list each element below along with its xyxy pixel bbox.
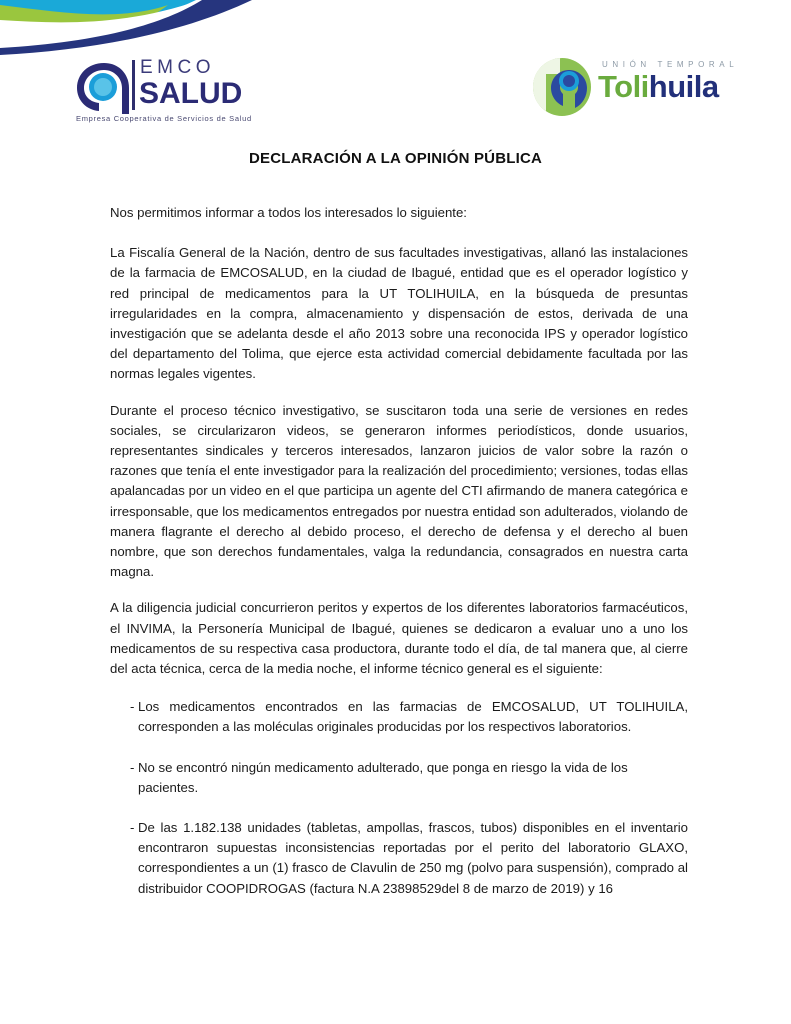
page-title: DECLARACIÓN A LA OPINIÓN PÚBLICA [248, 150, 543, 167]
list-item-text: Los medicamentos encontrados en las farmacias de EMCOSALUD, UT TOLIHUILA, corresponden a las moléculas originales producidas por los respectivos laboratorios. [138, 699, 688, 735]
paragraph-fiscalia: La Fiscalía General de la Nación, dentro de sus facultades investigativas, allanó las instalaciones de la farmacia de EMCOSALUD, en la ciudad de Ibagué, entidad que es el operador logístico y red principal de medicamentos para la UT TOLIHUILA, en la búsqueda de presuntas irregularidades en la compra, almacenamiento y dispensación de estos, derivada de una investigación que se adelanta desde el año 2013 sobre una reconocida IPS y operador logístico del departamento del Tolima, que ejerce esta actividad comercial debidamente facultada por las normas legales vigentes. [110, 245, 688, 382]
findings-list [110, 697, 688, 899]
bullet-marker: - [130, 820, 135, 836]
tolihuila-wordmark [598, 60, 738, 104]
list-item-text: De las 1.182.138 unidades (tabletas, ampollas, frascos, tubos) disponibles en el inventario encontraron supuestas inconsistencias reportadas por el perito del laboratorio GLAXO, correspondientes a un (1) frasco de Clavulin de 250 mg (polvo para suspensión), comprado al distribuidor COOPIDROGAS (factura N.A 23898529del 8 de marzo de 2019) y 16 [138, 820, 688, 896]
swoosh-green-band [0, 5, 168, 53]
emco-word-bottom: SALUD [139, 77, 243, 110]
swoosh-navy-band [0, 0, 252, 55]
paragraph-diligencia-judicial: A la diligencia judicial concurrieron peritos y expertos de los diferentes laboratorios farmacéuticos, el INVIMA, la Personería Municipal de Ibagué, quienes se dedicaron a evaluar uno a uno los medicamentos de su respectiva casa productora, durante todo el día, de tal manera que, al cierre del acta técnica, cerca de la media noche, el informe técnico general es el siguiente: [110, 600, 688, 677]
paragraph-proceso-tecnico: Durante el proceso técnico investigativo, se suscitaron toda una serie de versiones en redes sociales, se circularizaron videos, se generaron informes periodísticos, donde usuarios, representantes sindicales y terceros interesados, lanzaron juicios de valor sobre la razón o razones que tenía el ente investigador para la realización del procedimiento; versiones, todas ellas apalancadas por un video en el que participa un agente del CTI afirmando de manera categórica e irresponsable, que los medicamentos entregados por nuestra entidad son adulterados, violando de manera flagrante el derecho al debido proceso, el derecho de defensa y el derecho al buen nombre, que son derechos fundamentales, valga la redundancia, consagrados en nuestra carta magna. [110, 402, 688, 580]
emco-salud-logo [74, 58, 264, 130]
tolihuila-logo [528, 54, 743, 130]
emco-wordmark [136, 58, 264, 109]
logo-band [0, 48, 791, 138]
tolihuila-name-part1: Toli [598, 69, 649, 104]
list-item-text: No se encontró ningún medicamento adulterado, que ponga en riesgo la vida de los pacientes. [138, 759, 628, 795]
tolihuila-name-part2: huila [648, 69, 719, 104]
emco-word-top: EMCO [140, 57, 215, 78]
tolihuila-subtitle: UNIÓN TEMPORAL [602, 60, 739, 69]
emco-logo-mark-icon [74, 60, 132, 114]
emco-divider-bar [132, 60, 135, 110]
paragraph-intro: Nos permitimos informar a todos los interesados lo siguiente: [110, 205, 467, 220]
bullet-marker: - [130, 699, 135, 715]
list-item [110, 758, 688, 798]
bullet-marker: - [130, 759, 135, 775]
list-item [110, 818, 688, 899]
list-item [110, 697, 688, 737]
tolihuila-logo-mark-icon [528, 56, 596, 120]
tolihuila-name [598, 70, 738, 104]
document-body [110, 203, 688, 919]
emco-tagline: Empresa Cooperativa de Servicios de Salud [76, 114, 252, 123]
swoosh-cyan-band [0, 0, 196, 46]
